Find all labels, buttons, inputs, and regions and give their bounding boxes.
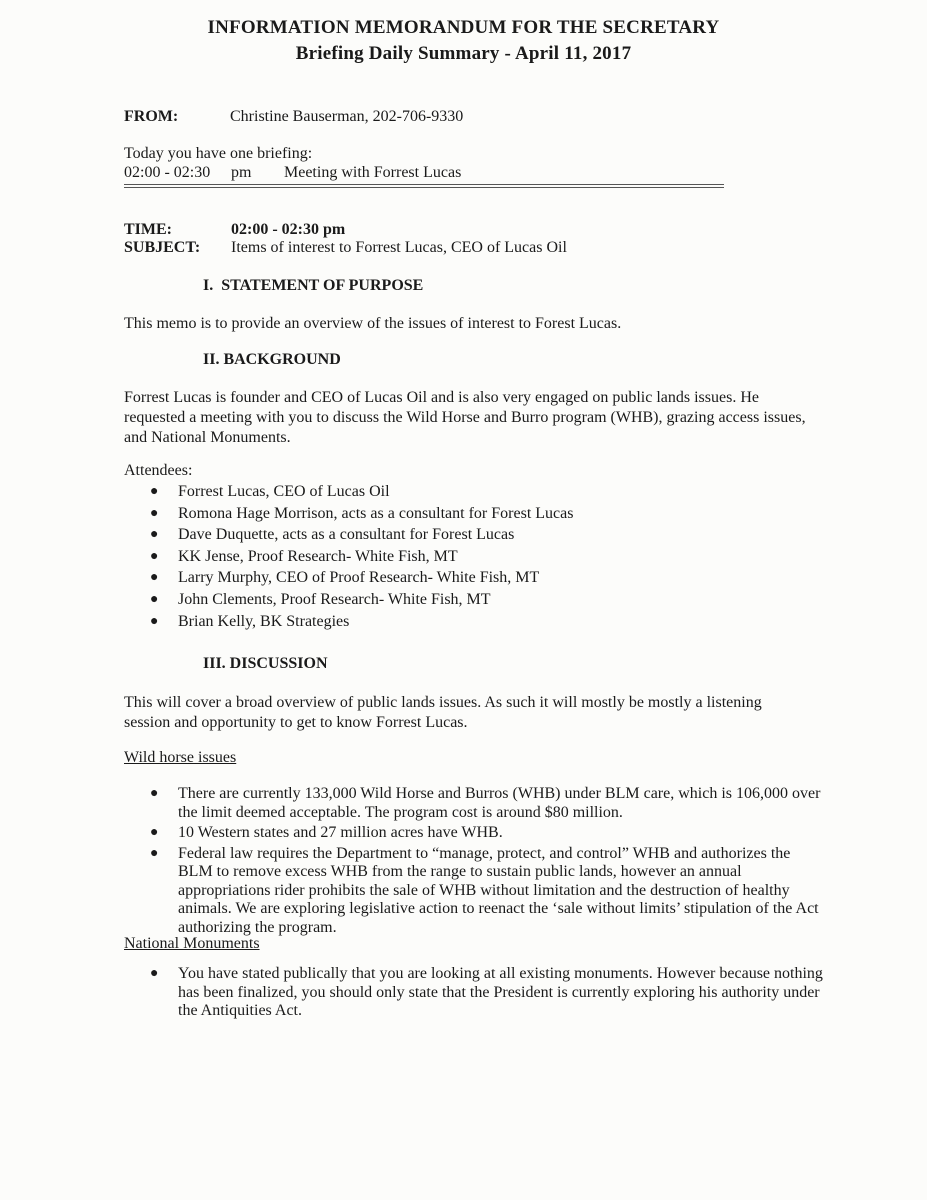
section-heading-discussion: III. DISCUSSION <box>203 655 328 672</box>
list-item: ● You have stated publically that you are looking at all existing monuments. However because nothing has been finalized, you should only state that the President is currently exploring his authority under the Antiquities Act. <box>150 965 823 1019</box>
attendees-list <box>124 481 824 632</box>
memo-title: INFORMATION MEMORANDUM FOR THE SECRETARY <box>207 17 720 38</box>
monuments-list <box>124 965 824 1023</box>
list-item: ● Larry Murphy, CEO of Proof Research- White Fish, MT <box>124 567 824 589</box>
list-item: ● Forrest Lucas, CEO of Lucas Oil <box>124 481 824 503</box>
list-item: ● Romona Hage Morrison, acts as a consultant for Forest Lucas <box>124 503 824 525</box>
wild-horse-heading: Wild horse issues <box>124 749 237 766</box>
bullet-icon: ● <box>150 527 159 543</box>
time-label: TIME: <box>124 221 172 238</box>
double-divider <box>124 184 724 188</box>
schedule-time: 02:00 - 02:30 <box>124 164 211 181</box>
memo-subtitle: Briefing Daily Summary - April 11, 2017 <box>295 43 632 64</box>
from-value: Christine Bauserman, 202-706-9330 <box>230 108 464 125</box>
bullet-icon: ● <box>150 845 159 861</box>
background-text: Forrest Lucas is founder and CEO of Lucas Oil and is also very engaged on public lands issues. He requested a meeting with you to discuss the Wild Horse and Burro program (WHB), grazing access issues, and National Monuments. <box>124 389 806 446</box>
schedule-ampm: pm <box>231 164 252 181</box>
list-item: ● 10 Western states and 27 million acres have WHB. <box>150 824 503 841</box>
subject-value: Items of interest to Forrest Lucas, CEO of Lucas Oil <box>231 239 567 256</box>
list-item: ● Brian Kelly, BK Strategies <box>124 611 824 633</box>
subject-label: SUBJECT: <box>124 239 201 256</box>
from-label: FROM: <box>124 108 179 125</box>
purpose-text: This memo is to provide an overview of the issues of interest to Forest Lucas. <box>124 315 622 332</box>
list-item: ● There are currently 133,000 Wild Horse and Burros (WHB) under BLM care, which is 106,000 over the limit deemed acceptable. The program cost is around $80 million. <box>150 785 821 821</box>
schedule-intro: Today you have one briefing: <box>124 145 313 162</box>
discussion-text: This will cover a broad overview of public lands issues. As such it will mostly be mostly a listening session and opportunity to get to know Forrest Lucas. <box>124 694 762 731</box>
list-item: ● KK Jense, Proof Research- White Fish, MT <box>124 546 824 568</box>
bullet-icon: ● <box>150 966 159 981</box>
bullet-icon: ● <box>150 570 159 586</box>
bullet-icon: ● <box>150 505 159 521</box>
attendees-label: Attendees: <box>124 462 193 479</box>
list-item: ● Federal law requires the Department to “manage, protect, and control” WHB and authorizes the BLM to remove excess WHB from the range to sustain public lands, however an annual appropriations rider prohibits the sale of WHB without limitation and the destruction of healthy animals. We are exploring legislative action to reenact the ‘sale without limits’ stipulation of the Act authorizing the program. <box>150 844 819 936</box>
bullet-icon: ● <box>150 548 159 564</box>
list-item: ● John Clements, Proof Research- White Fish, MT <box>124 589 824 611</box>
bullet-icon: ● <box>150 786 159 801</box>
list-item: ● Dave Duquette, acts as a consultant for Forest Lucas <box>124 524 824 546</box>
monuments-heading: National Monuments <box>124 935 260 952</box>
time-value: 02:00 - 02:30 pm <box>231 221 346 238</box>
bullet-icon: ● <box>150 613 159 629</box>
schedule-event: Meeting with Forrest Lucas <box>284 164 462 181</box>
bullet-icon: ● <box>150 484 159 499</box>
wild-horse-list <box>124 785 824 939</box>
bullet-icon: ● <box>150 591 159 607</box>
section-heading-purpose: I. STATEMENT OF PURPOSE <box>203 277 424 294</box>
section-heading-background: II. BACKGROUND <box>203 351 341 368</box>
bullet-icon: ● <box>150 825 159 840</box>
